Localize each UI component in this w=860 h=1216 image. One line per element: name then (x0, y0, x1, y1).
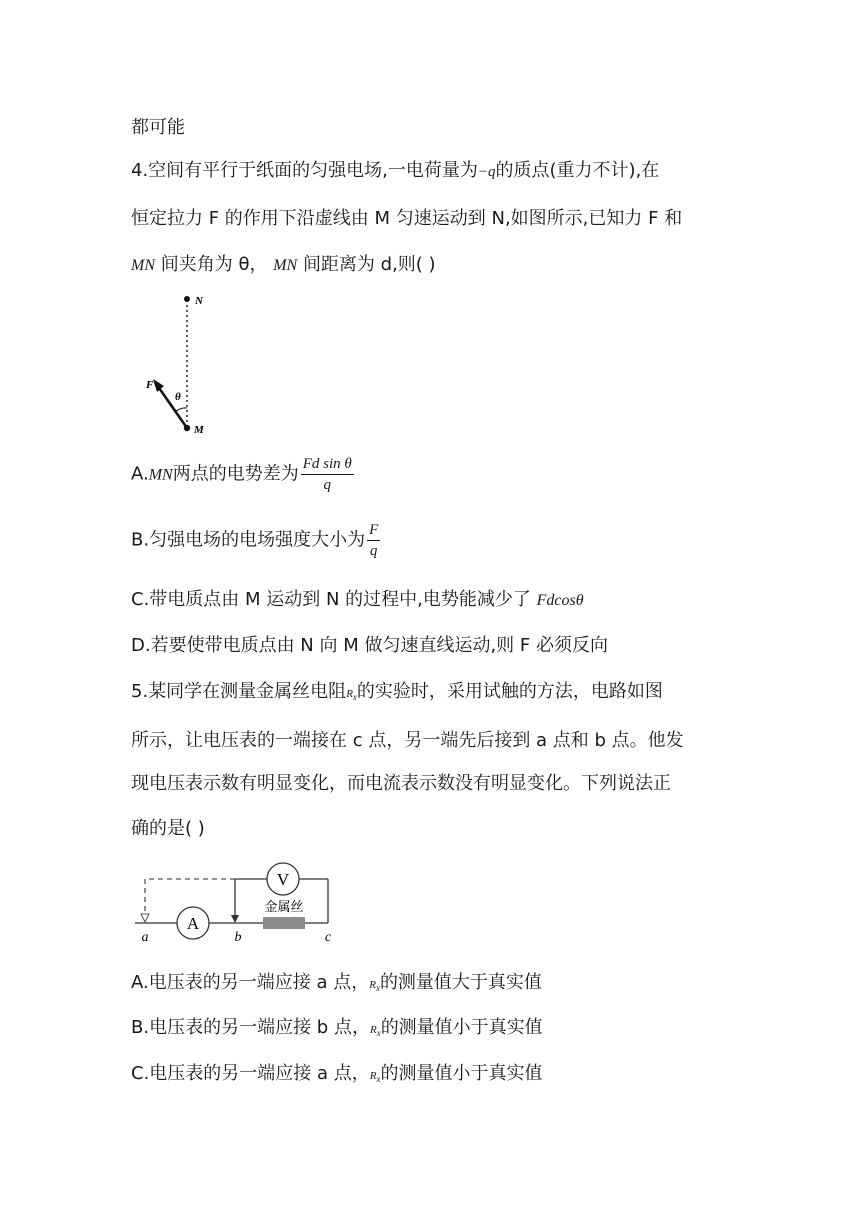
q5-opt-a-end: 的测量值大于真实值 (379, 972, 542, 993)
q4-line1-start: 4.空间有平行于纸面的匀强电场,一电荷量为 (131, 160, 478, 181)
q5-opt-c-start: C.电压表的另一端应接 a 点， (131, 1063, 370, 1084)
ammeter-label: A (186, 914, 200, 933)
point-n (184, 296, 190, 302)
rx-main: R (346, 688, 353, 700)
q4-mn-1: MN (131, 257, 155, 274)
rx-sub: x (375, 983, 380, 993)
q5-opt-c-end: 的测量值小于真实值 (380, 1063, 543, 1084)
q5-line4: 确的是( ) (131, 818, 205, 839)
q5-line1-end: 的实验时，采用试触的方法，电路如图 (356, 681, 663, 702)
q4-mn-2: MN (273, 257, 298, 274)
q5-option-b (131, 1016, 543, 1045)
metal-wire-label: 金属丝 (264, 900, 304, 915)
q4-line1-end: 的质点(重力不计),在 (495, 160, 660, 181)
q4-opt-b-fraction (367, 520, 380, 561)
q5-line3: 现电压表示数有明显变化，而电流表示数没有明显变化。下列说法正 (131, 773, 671, 794)
rx-sub: x (352, 692, 357, 702)
fraction-denominator: q (323, 477, 331, 493)
rx-main: R (369, 979, 376, 991)
lead-b-arrowhead (231, 915, 239, 923)
rx-sub: x (376, 1028, 381, 1038)
q5-opt-b-end: 的测量值小于真实值 (380, 1017, 543, 1038)
q4-option-c (131, 588, 584, 613)
label-theta: θ (175, 391, 181, 403)
metal-wire-resistor (263, 917, 305, 929)
q5-option-a (131, 971, 542, 1000)
q4-line1 (131, 159, 659, 184)
q5-opt-b-rx (370, 1024, 381, 1036)
fraction-numerator: Fd sin θ (301, 454, 354, 475)
rx-sub: x (376, 1074, 381, 1084)
label-m: M (194, 424, 204, 436)
q4-line2: 恒定拉力 F 的作用下沿虚线由 M 匀速运动到 N,如图所示,已知力 F 和 (131, 208, 683, 229)
label-f: F (146, 379, 154, 391)
q5-opt-a-start: A.电压表的另一端应接 a 点， (131, 972, 370, 993)
point-b-label: b (234, 930, 242, 945)
q5-opt-c-rx (370, 1070, 381, 1082)
q4-line3 (131, 253, 436, 278)
q5-opt-a-rx (369, 979, 380, 991)
q4-opt-b-text: B.匀强电场的电场强度大小为 (131, 529, 366, 551)
q5-line2: 所示，让电压表的一端接在 c 点，另一端先后接到 a 点和 b 点。他发 (131, 730, 684, 751)
q5-line1-start: 5.某同学在测量金属丝电阻 (131, 681, 347, 702)
fraction-numerator: F (367, 520, 380, 541)
q4-option-b (131, 520, 380, 561)
voltmeter-label: V (276, 870, 290, 889)
q4-opt-a-prefix: A. (131, 463, 149, 485)
q4-force-figure (140, 288, 220, 438)
prev-question-tail: 都可能 (131, 117, 185, 138)
q5-opt-b-start: B.电压表的另一端应接 b 点， (131, 1017, 370, 1038)
point-c-label: c (324, 930, 332, 945)
q4-option-a (131, 454, 354, 495)
q4-line3-end: 间距离为 d,则( ) (302, 254, 436, 275)
rx-main: R (369, 1024, 377, 1036)
q4-opt-a-mn: MN (148, 466, 173, 484)
q4-opt-c-expr: Fdcosθ (536, 592, 584, 609)
label-n: N (195, 295, 203, 307)
force-arrow-head (153, 379, 164, 392)
q4-line3-mid: 间夹角为 θ， (160, 254, 268, 275)
q4-opt-a-text: 两点的电势差为 (172, 463, 299, 485)
rx-main: R (369, 1070, 377, 1082)
q5-line1 (131, 680, 663, 709)
q5-option-c (131, 1062, 543, 1091)
q4-opt-a-fraction (301, 454, 354, 495)
force-arrow-shaft (157, 385, 187, 428)
fraction-denominator: q (369, 543, 378, 559)
dashed-lead-arrowhead (141, 914, 149, 922)
q4-option-d: D.若要使带电质点由 N 向 M 做匀速直线运动,则 F 必须反向 (131, 635, 608, 656)
point-a-label: a (141, 930, 149, 945)
q5-rx (346, 688, 357, 700)
q4-opt-c-text: C.带电质点由 M 运动到 N 的过程中,电势能减少了 (131, 589, 531, 610)
q5-circuit (135, 860, 345, 945)
q4-charge: −q (477, 164, 496, 180)
